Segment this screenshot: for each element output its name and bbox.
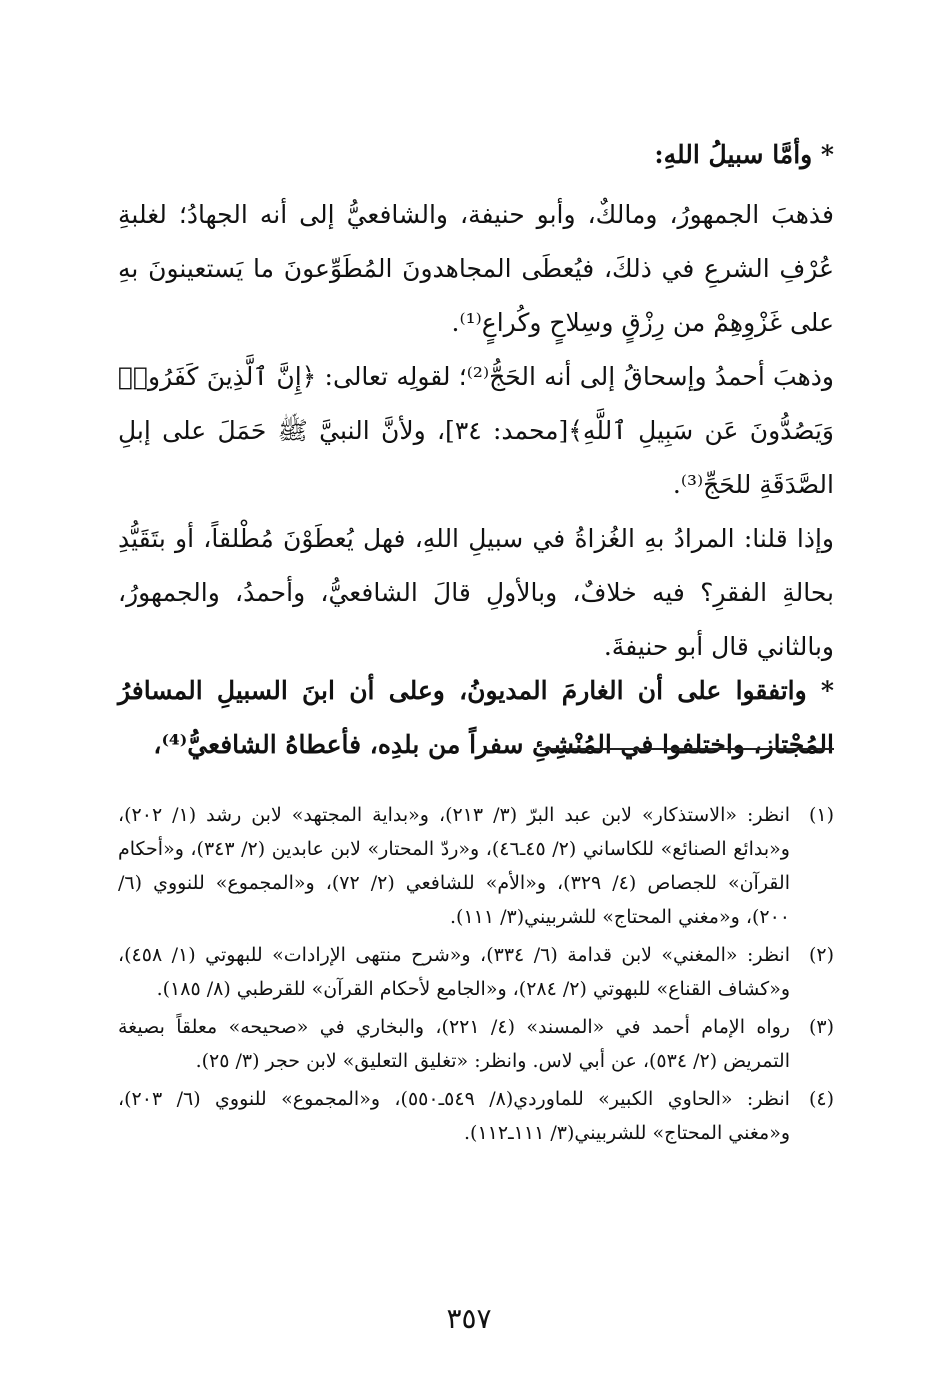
footnote-4 [118,1082,834,1150]
footnotes [118,798,834,1154]
paragraph-3: وإذا قلنا: المرادُ بهِ الغُزاةُ في سبيلِ اللهِ، فهل يُعطَوْنَ مُطْلقاً، أو بتَقَيُّدِ بحالةِ الفقرِ؟ فيه خلافٌ، وبالأولِ قالَ الشافعيُّ، وأحمدُ، والجمهورُ، وبالثاني قال أبو حنيفةَ. [118,524,834,661]
footnote-text: انظر: «الاستذكار» لابن عبد البرّ (٣/ ٢١٣)، و«بداية المجتهد» لابن رشد (١/ ٢٠٢)، و«بدائع الصنائع» للكاساني (٢/ ٤٥ـ٤٦)، و«ردّ المحتار» لابن عابدين (٢/ ٣٤٣)، و«أحكام القرآن» للجصاص (٤/ ٣٢٩)، و«الأم» للشافعي (٢/ ٧٢)، و«المجموع» للنووي (٦/ ٢٠٠)، و«مغني المحتاج» للشربيني(٣/ ١١١). [118,804,790,928]
footnote-number: (٣) [808,1016,834,1038]
footnote-2 [118,938,834,1006]
footnote-separator [540,748,834,750]
bold-paragraph: * واتفقوا على أن الغارمَ المديونُ، وعلى أن ابنَ السبيلِ المسافرُ المُجْتاز، واختلفوا في المُنْشِئِ سفراً من بلدِه، فأعطاهُ الشافعيُّ⁽⁴⁾، [118,676,834,759]
section-heading: * وأمَّا سبيلُ اللهِ: [654,140,834,169]
paragraph-2: وذهبَ أحمدُ وإسحاقُ إلى أنه الحَجُّ⁽²⁾؛ لقولِه تعالى: ﴿إِنَّ ٱلَّذِينَ كَفَرُوا۟ وَيَصُدُّونَ عَن سَبِيلِ ٱللَّهِ﴾[محمد: ٣٤]، ولأنَّ النبيَّ ﷺ حَمَلَ على إبلِ الصَّدَقَةِ للحَجِّ⁽³⁾. [118,362,834,499]
footnote-text: انظر: «المغني» لابن قدامة (٦/ ٣٣٤)، و«شرح منتهى الإرادات» للبهوتي (١/ ٤٥٨)، و«كشاف القناع» للبهوتي (٢/ ٢٨٤)، و«الجامع لأحكام القرآن» للقرطبي (٨/ ١٨٥). [118,944,790,1000]
footnote-text: انظر: «الحاوي الكبير» للماوردي(٨/ ٥٤٩ـ٥٥٠)، و«المجموع» للنووي (٦/ ٢٠٣)، و«مغني المحتاج» للشربيني(٣/ ١١١ـ١١٢). [118,1088,790,1144]
footnote-1 [118,798,834,934]
footnote-3 [118,1010,834,1078]
page-number: ٣٥٧ [446,1302,492,1335]
footnote-number: (١) [808,804,834,826]
footnote-number: (٤) [808,1088,834,1110]
footnote-text: رواه الإمام أحمد في «المسند» (٤/ ٢٢١)، والبخاري في «صحيحه» معلقاً بصيغة التمريض (٢/ ٥٣٤)، عن أبي لاس. وانظر: «تغليق التعليق» لابن حجر (٣/ ٢٥). [118,1016,790,1072]
footnote-number: (٢) [808,944,834,966]
paragraph-1: فذهبَ الجمهورُ، ومالكٌ، وأبو حنيفة، والشافعيُّ إلى أنه الجهادُ؛ لغلبةِ عُرْفِ الشرعِ في ذلكَ، فيُعطَى المجاهدونَ المُطَوِّعونَ ما يَستعينونَ بهِ على غَزْوِهِمْ من رِزْقٍ وسِلاحٍ وكُراعٍ⁽¹⁾. [118,200,834,337]
